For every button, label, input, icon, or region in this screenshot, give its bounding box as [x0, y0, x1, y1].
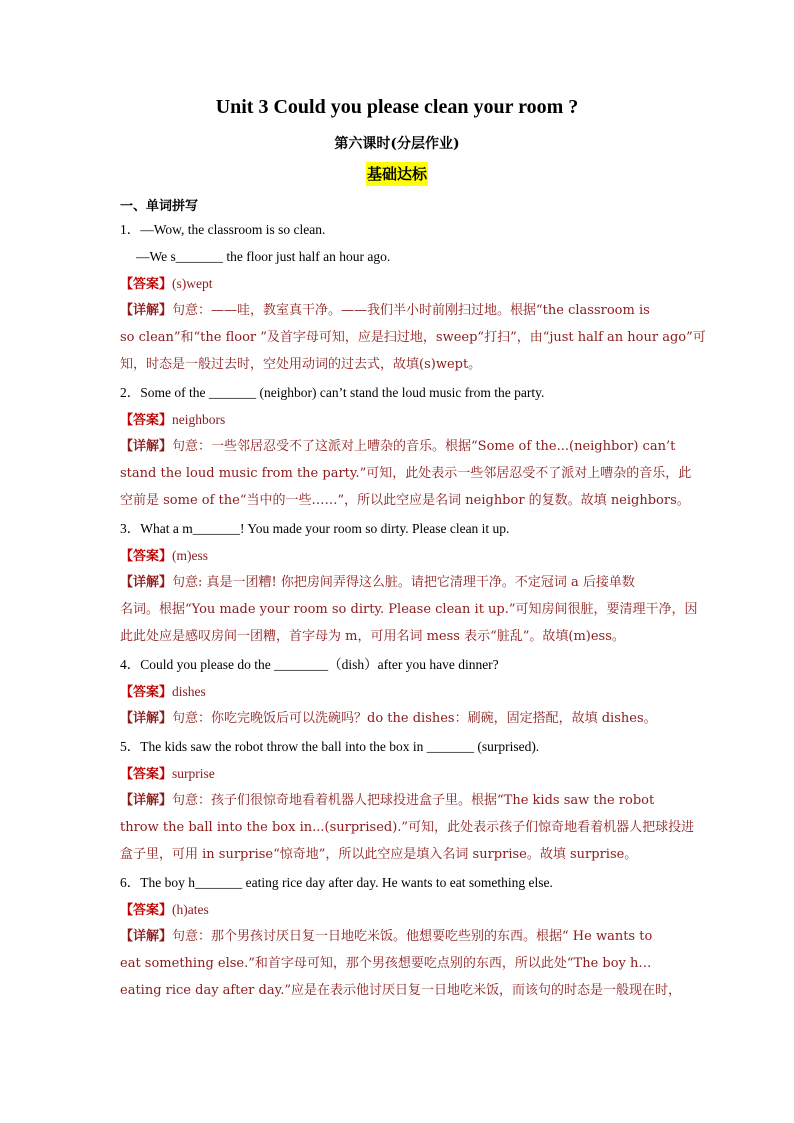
explain-5-line-3: 盒子里，可用 in surprise“惊奇地”，所以此空应是填入名词 surprise。故填 surprise。: [120, 847, 638, 862]
explain-1-line-3: 知，时态是一般过去时，空处用动词的过去式，故填(s)wept。: [120, 357, 482, 372]
answer-2: [120, 411, 225, 430]
explain-label: 【详解】: [120, 929, 173, 944]
answer-label: 【答案】: [120, 549, 173, 564]
answer-label: 【答案】: [120, 903, 173, 918]
answer-4: [120, 683, 206, 702]
lesson-subtitle: 第六课时(分层作业): [334, 136, 460, 152]
answer-3-value: (m)ess: [172, 548, 209, 563]
explain-1-line-1: 【详解】句意：——哇，教室真干净。——我们半小时前刚扫过地。根据“the classroom is: [120, 303, 650, 318]
explain-3-line-1: 【详解】句意: 真是一团糟! 你把房间弄得这么脏。请把它清理干净。不定冠词 a 后接单数: [120, 575, 635, 590]
answer-2-value: neighbors: [172, 412, 226, 427]
explain-1-line-2: so clean”和“the floor ”及首字母可知，应是扫过地，sweep“打扫”，由“just half an hour ago”可: [120, 330, 706, 345]
explain-label: 【详解】: [120, 439, 173, 454]
answer-1-value: (s)wept: [172, 276, 213, 291]
question-1-line-1: 1．—Wow, the classroom is so clean.: [120, 222, 326, 237]
question-6-line-1: 6．The boy h_______ eating rice day after day. He wants to eat something else.: [120, 875, 553, 890]
explain-2-line-2: stand the loud music from the party.”可知，此处表示一些邻居忍受不了派对上嘈杂的音乐，此: [120, 466, 692, 481]
answer-label: 【答案】: [120, 767, 173, 782]
answer-6-value: (h)ates: [172, 902, 209, 917]
answer-5-value: surprise: [172, 766, 215, 781]
explain-label: 【详解】: [120, 575, 173, 590]
document-title: Unit 3 Could you please clean your room ?: [215, 96, 579, 118]
answer-4-value: dishes: [172, 684, 206, 699]
explain-label: 【详解】: [120, 793, 173, 808]
question-1-line-2: —We s_______ the floor just half an hour ago.: [136, 249, 391, 264]
question-4-line-1: 4．Could you please do the ________（dish）after you have dinner?: [120, 657, 499, 672]
question-3-line-1: 3．What a m_______! You made your room so dirty. Please clean it up.: [120, 521, 510, 536]
section-title: 一、单词拼写: [120, 199, 199, 214]
explain-3-line-2: 名词。根据“You made your room so dirty. Please clean it up.”可知房间很脏，要清理干净，因: [120, 602, 698, 617]
answer-1: [120, 275, 213, 294]
level-badge: 基础达标: [366, 162, 428, 186]
answer-6: [120, 901, 209, 920]
question-5-line-1: 5．The kids saw the robot throw the ball into the box in _______ (surprised).: [120, 739, 540, 754]
answer-3: [120, 547, 208, 566]
answer-label: 【答案】: [120, 277, 173, 292]
answer-5: [120, 765, 215, 784]
explain-6-line-2: eat something else.”和首字母可知，那个男孩想要吃点别的东西，所以此处“The boy h…: [120, 956, 652, 971]
explain-2-line-3: 空前是 some of the“当中的一些……”，所以此空应是名词 neighbor 的复数。故填 neighbors。: [120, 493, 690, 508]
question-2-line-1: 2．Some of the _______ (neighbor) can’t stand the loud music from the party.: [120, 385, 545, 400]
answer-label: 【答案】: [120, 685, 173, 700]
explain-4-line-1: 【详解】句意：你吃完晚饭后可以洗碗吗？do the dishes：刷碗，固定搭配，故填 dishes。: [120, 711, 657, 726]
explain-3-line-3: 此此处应是感叹房间一团糟，首字母为 m，可用名词 mess 表示“脏乱”。故填(m)ess。: [120, 629, 625, 644]
explain-6-line-1: 【详解】句意：那个男孩讨厌日复一日地吃米饭。他想要吃些别的东西。根据“ He wants to: [120, 929, 653, 944]
explain-2-line-1: 【详解】句意：一些邻居忍受不了这派对上嘈杂的音乐。根据“Some of the...(neighbor) can’t: [120, 439, 676, 454]
explain-5-line-1: 【详解】句意：孩子们很惊奇地看着机器人把球投进盒子里。根据“The kids saw the robot: [120, 793, 655, 808]
answer-label: 【答案】: [120, 413, 173, 428]
explain-5-line-2: throw the ball into the box in...(surprised).”可知，此处表示孩子们惊奇地看着机器人把球投进: [120, 820, 695, 835]
level-badge-wrap: [0, 162, 794, 186]
explain-label: 【详解】: [120, 303, 173, 318]
explain-6-line-3: eating rice day after day.”应是在表示他讨厌日复一日地吃米饭，而该句的时态是一般现在时，: [120, 983, 681, 998]
explain-label: 【详解】: [120, 711, 173, 726]
